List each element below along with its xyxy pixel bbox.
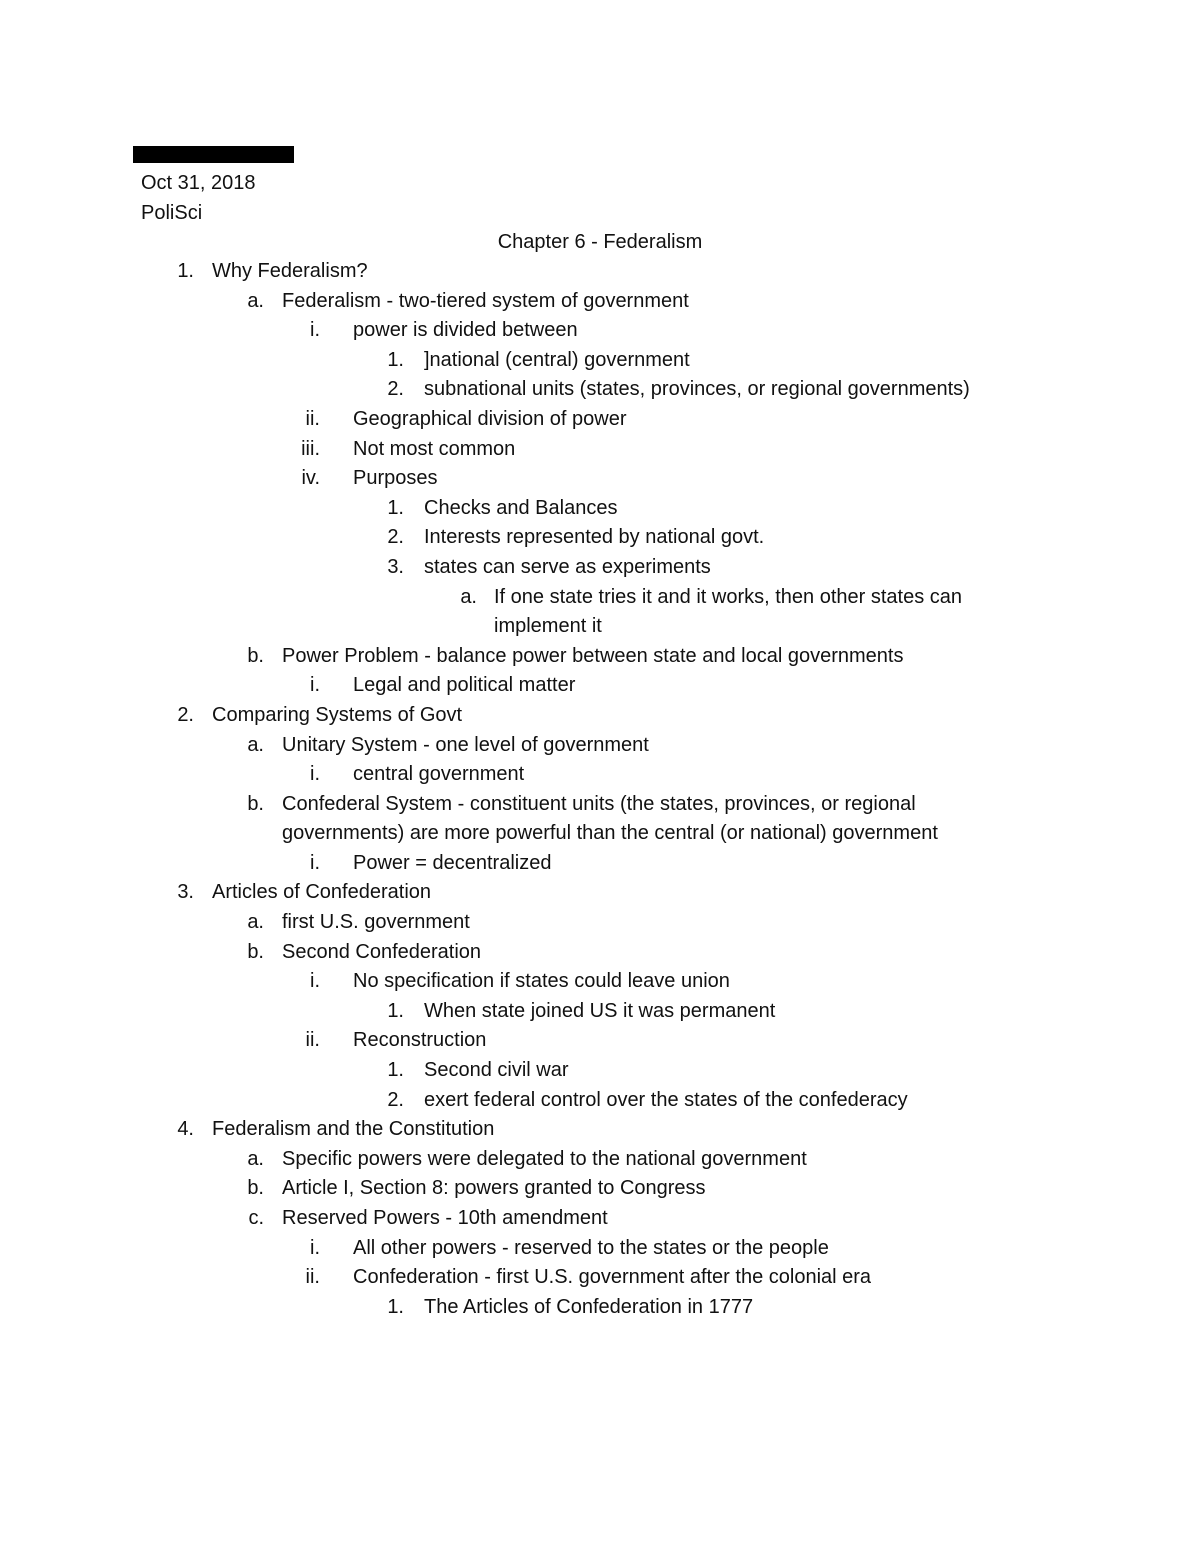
outline-item xyxy=(0,642,1200,672)
outline-marker: i. xyxy=(310,674,320,697)
outline-marker: a. xyxy=(247,733,264,756)
outline-item xyxy=(0,849,1200,879)
outline-item xyxy=(0,1026,1200,1056)
outline-text: Reconstruction xyxy=(353,1029,487,1052)
outline-item xyxy=(0,1056,1200,1086)
outline-text: central government xyxy=(353,763,525,786)
outline-marker: i. xyxy=(310,1236,320,1259)
outline-marker: iv. xyxy=(301,467,320,490)
outline-item xyxy=(0,967,1200,997)
outline-text: Power = decentralized xyxy=(353,851,552,874)
outline-marker: ii. xyxy=(305,1266,320,1289)
outline-item xyxy=(0,1204,1200,1234)
outline-item xyxy=(0,878,1200,908)
outline-text: Confederal System - constituent units (the states, provinces, or regional governments) are more powerful than the central (or national) government xyxy=(282,792,938,845)
outline-item xyxy=(0,435,1200,465)
outline-text: ]national (central) government xyxy=(424,348,690,371)
outline-item xyxy=(0,1263,1200,1293)
outline-item xyxy=(0,1115,1200,1145)
outline-marker: 3. xyxy=(387,555,404,578)
outline-marker: 1. xyxy=(387,999,404,1022)
outline-text: Reserved Powers - 10th amendment xyxy=(282,1207,608,1229)
outline-item xyxy=(0,1293,1200,1323)
outline-item xyxy=(0,1174,1200,1204)
outline-marker: i. xyxy=(310,851,320,874)
outline-marker: a. xyxy=(247,1147,264,1170)
outline-marker: 2. xyxy=(387,1088,404,1111)
outline-item xyxy=(0,938,1200,968)
outline-item xyxy=(0,257,1200,287)
outline-marker: 2. xyxy=(387,526,404,549)
note-date: Oct 31, 2018 xyxy=(141,172,256,194)
outline-text: Interests represented by national govt. xyxy=(424,526,765,549)
outline-item xyxy=(0,760,1200,790)
page-title: Chapter 6 - Federalism xyxy=(497,231,703,253)
outline-marker: b. xyxy=(247,644,264,667)
outline-marker: iii. xyxy=(301,437,320,460)
outline-item xyxy=(0,908,1200,938)
outline-text: Second civil war xyxy=(424,1059,569,1082)
outline-marker: a. xyxy=(460,585,477,608)
outline-text: exert federal control over the states of the confederacy xyxy=(424,1088,908,1111)
outline-marker: b. xyxy=(247,1177,264,1200)
outline-text: Why Federalism? xyxy=(212,260,368,282)
outline-item xyxy=(0,375,1200,405)
outline-text: No specification if states could leave union xyxy=(353,970,730,993)
outline-marker: a. xyxy=(247,911,264,934)
outline-text: power is divided between xyxy=(353,319,578,342)
outline-marker: 2. xyxy=(177,703,194,726)
outline-item xyxy=(0,287,1200,317)
outline-text: Comparing Systems of Govt xyxy=(212,703,463,726)
outline-marker: 1. xyxy=(177,260,194,282)
outline-marker: 1. xyxy=(387,1059,404,1082)
outline-marker: 1. xyxy=(387,348,404,371)
outline-item xyxy=(0,1086,1200,1116)
outline-item xyxy=(0,731,1200,761)
outline-marker: ii. xyxy=(305,1029,320,1052)
outline-text: Federalism - two-tiered system of government xyxy=(282,289,689,312)
outline-item xyxy=(0,701,1200,731)
outline-text: All other powers - reserved to the states or the people xyxy=(353,1236,829,1259)
outline-marker: 3. xyxy=(177,881,194,904)
outline-marker: 1. xyxy=(387,1295,404,1318)
outline-item xyxy=(0,583,1200,642)
outline-text: When state joined US it was permanent xyxy=(424,999,776,1022)
outline-text: Second Confederation xyxy=(282,940,482,963)
outline-text: If one state tries it and it works, then other states can implement it xyxy=(494,585,963,638)
outline-item xyxy=(0,997,1200,1027)
outline-marker: ii. xyxy=(305,407,320,430)
outline-text: Federalism and the Constitution xyxy=(212,1118,495,1141)
outline-item xyxy=(0,1145,1200,1175)
outline-text: Article I, Section 8: powers granted to Congress xyxy=(282,1177,706,1200)
outline-text: first U.S. government xyxy=(282,911,470,934)
outline-item xyxy=(0,464,1200,494)
course-name: PoliSci xyxy=(141,202,203,224)
outline-marker: 1. xyxy=(387,496,404,519)
outline-marker: b. xyxy=(247,940,264,963)
outline-text: Purposes xyxy=(353,467,438,490)
outline-text: Geographical division of power xyxy=(353,407,627,430)
outline-item xyxy=(0,790,1200,849)
outline-text: Articles of Confederation xyxy=(212,881,432,904)
outline-item xyxy=(0,316,1200,346)
outline-item xyxy=(0,523,1200,553)
outline-list xyxy=(0,257,1200,1322)
outline-marker: i. xyxy=(310,763,320,786)
outline-text: Legal and political matter xyxy=(353,674,576,697)
outline-text: Confederation - first U.S. government after the colonial era xyxy=(353,1266,872,1289)
outline-text: Unitary System - one level of government xyxy=(282,733,649,756)
outline-text: The Articles of Confederation in 1777 xyxy=(424,1295,754,1318)
outline-text: states can serve as experiments xyxy=(424,555,711,578)
outline-item xyxy=(0,494,1200,524)
outline-marker: a. xyxy=(247,289,264,312)
outline-text: Power Problem - balance power between state and local governments xyxy=(282,644,904,667)
outline-text: subnational units (states, provinces, or regional governments) xyxy=(424,378,970,401)
outline-item xyxy=(0,346,1200,376)
outline-item xyxy=(0,1234,1200,1264)
outline-marker: i. xyxy=(310,319,320,342)
redaction-bar xyxy=(133,146,294,163)
outline-item xyxy=(0,671,1200,701)
outline-marker: 2. xyxy=(387,378,404,401)
outline-marker: b. xyxy=(247,792,264,815)
outline-text: Specific powers were delegated to the national government xyxy=(282,1147,807,1170)
outline-item xyxy=(0,553,1200,583)
outline-marker: 4. xyxy=(177,1118,194,1141)
outline-item xyxy=(0,405,1200,435)
outline-marker: i. xyxy=(310,970,320,993)
outline-text: Checks and Balances xyxy=(424,496,618,519)
outline-text: Not most common xyxy=(353,437,516,460)
outline-marker: c. xyxy=(248,1207,264,1229)
